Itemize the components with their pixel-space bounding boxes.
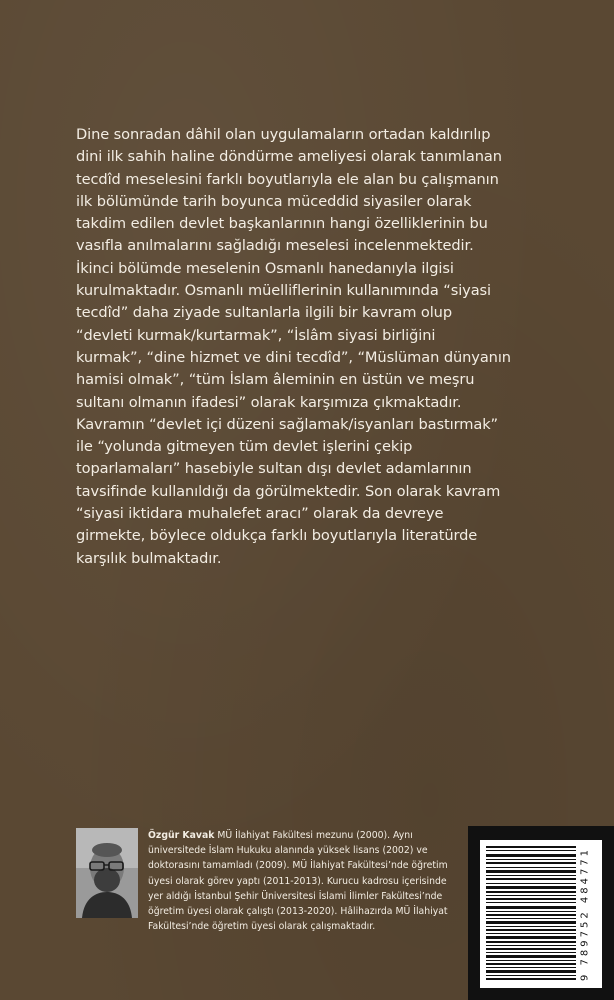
author-bio <box>148 828 478 934</box>
barcode-label <box>480 840 602 988</box>
author-name: Özgür Kavak <box>148 830 215 841</box>
author-portrait-image <box>76 828 138 918</box>
author-photo <box>76 828 138 918</box>
isbn-number: 9 789752 484771 <box>579 846 591 982</box>
book-description <box>76 124 546 570</box>
isbn-barcode <box>468 826 614 1000</box>
author-section <box>76 828 456 948</box>
description-text: Dine sonradan dâhil olan uygulamaların ortadan kaldırılıp dini ilk sahih haline döndürme ameliyesi olarak tanımlanan tecdîd meselesini farklı boyutlarıyla ele alan bu çalışmanın ilk bölümünde tarih boyunca müceddid siyasiler olarak takdim edilen devlet başkanlarının hangi özelliklerinin bu vasıfla anılmalarını sağladığı meselesi incelenmektedir. İkinci bölümde meselenin Osmanlı hanedanıyla ilgisi kurulmaktadır. Osmanlı müelliflerinin kullanımında “siyasi tecdîd” daha ziyade sultanlarla ilgili bir kavram olup “devleti kurmak/kurtarmak”, “İslâm siyasi birliğini kurmak”, “dine hizmet ve dini tecdîd”, “Müslüman dünyanın hamisi olmak”, “tüm İslam âleminin en üstün ve meşru sultanı olmanın ifadesi” olarak karşımıza çıkmaktadır. Kavramın “devlet içi düzeni sağlamak/isyanları bastırmak” ile “yolunda gitmeyen tüm devlet işlerini çekip toparlamaları” hasebiyle sultan dışı devlet adamlarının tavsifinde kullanıldığı da görülmektedir. Son olarak kavram “siyasi iktidara muhalefet aracı” olarak da devreye girmekte, böylece oldukça farklı boyutlarıyla literatürde karşılık bulmaktadır. <box>76 126 511 567</box>
author-bio-text: MÜ İlahiyat Fakültesi mezunu (2000). Aynı üniversitede İslam Hukuku alanında yüksek lisans (2002) ve doktorasını tamamladı (2009). MÜ İlahiyat Fakültesi’nde öğretim üyesi olarak görev yaptı (2011-2013). Kurucu kadrosu içerisinde yer aldığı İstanbul Şehir Üniversitesi İslami İlimler Fakültesi’nde öğretim üyesi olarak çalıştı (2013-2020). Hâlihazırda MÜ İlahiyat Fakültesi’nde öğretim üyesi olarak çalışmaktadır. <box>148 830 448 933</box>
